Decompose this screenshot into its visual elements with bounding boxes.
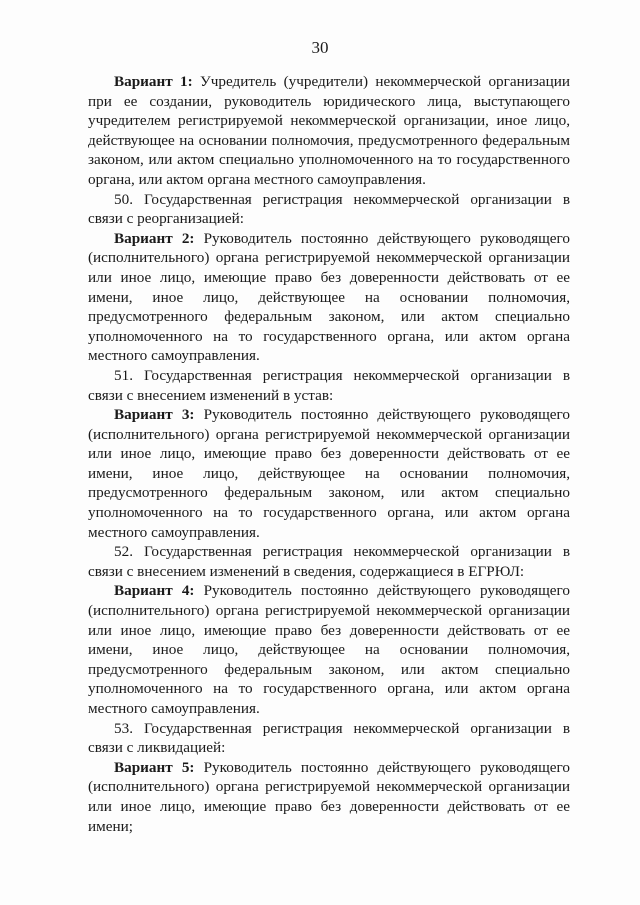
item-text: 50. Государственная регистрация некоммерческой организации в связи с реорганизацией:: [88, 190, 570, 228]
variant-label: Вариант 4:: [114, 582, 195, 600]
variant-paragraph: [88, 758, 570, 836]
variant-text: Руководитель постоянно действующего руководящего (исполнительного) органа регистрируемой некоммерческой организации или иное лицо, имеющие право без доверенности действовать от ее имени, иное лицо, действующее на основании полномочия, предусмотренного федеральным законом, или актом специально уполномоченного на то государственного органа, или актом органа местного самоуправления.: [88, 406, 570, 541]
item-paragraph: [88, 719, 570, 758]
variant-label: Вариант 1:: [114, 73, 193, 90]
variant-paragraph: [88, 581, 570, 718]
variant-paragraph: [88, 229, 570, 366]
variant-text: Учредитель (учредители) некоммерческой организации при ее создании, руководитель юридического лица, выступающего учредителем регистрируемой некоммерческой организации, иное лицо, действующее на основании полномочия, предусмотренного федеральным законом, или актом специально уполномоченного на то государственного органа, или актом органа местного самоуправления.: [88, 73, 570, 188]
item-text: 53. Государственная регистрация некоммерческой организации в связи с ликвидацией:: [88, 719, 570, 757]
variant-text: Руководитель постоянно действующего руководящего (исполнительного) органа регистрируемой некоммерческой организации или иное лицо, имеющие право без доверенности действовать от ее имени, иное лицо, действующее на основании полномочия, предусмотренного федеральным законом, или актом специально уполномоченного на то государственного органа, или актом органа местного самоуправления.: [88, 229, 570, 365]
document-body: [88, 72, 570, 836]
item-paragraph: [88, 366, 570, 405]
variant-text: Руководитель постоянно действующего руководящего (исполнительного) органа регистрируемой некоммерческой организации или иное лицо, имеющие право без доверенности действовать от ее имени;: [88, 758, 570, 835]
variant-label: Вариант 3:: [114, 406, 195, 424]
variant-label: Вариант 5:: [114, 758, 195, 776]
variant-text: Руководитель постоянно действующего руководящего (исполнительного) органа регистрируемой некоммерческой организации или иное лицо, имеющие право без доверенности действовать от ее имени, иное лицо, действующее на основании полномочия, предусмотренного федеральным законом, или актом специально уполномоченного на то государственного органа, или актом органа местного самоуправления.: [88, 582, 570, 717]
page-number: 30: [311, 38, 329, 57]
item-paragraph: [88, 542, 570, 581]
variant-label: Вариант 2:: [114, 229, 195, 247]
variant-paragraph: [88, 72, 570, 190]
item-text: 52. Государственная регистрация некоммерческой организации в связи с внесением изменений в сведения, содержащиеся в ЕГРЮЛ:: [88, 543, 570, 580]
item-paragraph: [88, 190, 570, 229]
variant-paragraph: [88, 405, 570, 542]
item-text: 51. Государственная регистрация некоммерческой организации в связи с внесением изменений в устав:: [88, 366, 570, 404]
